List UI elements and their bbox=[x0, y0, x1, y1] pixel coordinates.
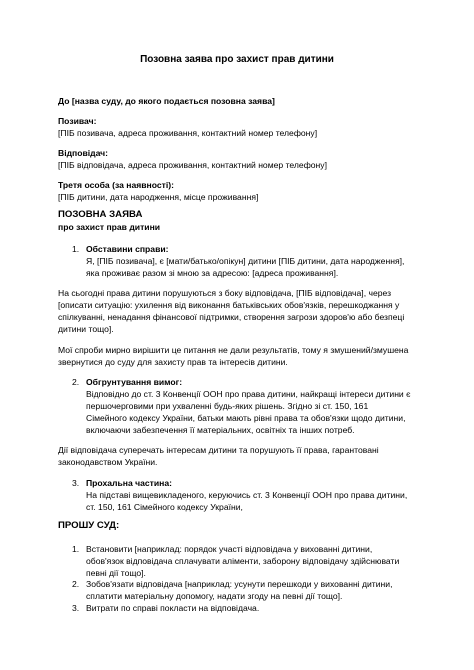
paragraph-line: звернутися до суду для захисту прав та інтересів дитини. bbox=[58, 357, 288, 367]
request-line: сплатити матеріальну допомогу, надати згоду на певні дії тощо]. bbox=[86, 591, 343, 601]
paragraph-violation bbox=[58, 287, 420, 335]
section-line: Сімейного кодексу України, батьки мають рівні права та обов'язки щодо дитини, bbox=[86, 413, 406, 423]
section-petition bbox=[72, 477, 417, 513]
paragraph-line: дитини тощо]. bbox=[58, 324, 114, 334]
third-party-label: Третя особа (за наявності): bbox=[58, 180, 174, 190]
section-number: 2. bbox=[72, 377, 80, 387]
section-number: 3. bbox=[72, 478, 80, 488]
defendant-block bbox=[58, 147, 408, 171]
paragraph-attempts bbox=[58, 344, 420, 368]
defendant-value: [ПІБ відповідача, адреса проживання, контактний номер телефону] bbox=[58, 160, 327, 170]
document-title: Позовна заява про захист прав дитини bbox=[140, 54, 334, 65]
request-item bbox=[72, 602, 417, 614]
paragraph-line: спілкуванні, ненадання фінансової підтримки, створення загрози здоров'ю або безпеці bbox=[58, 312, 405, 322]
request-line: Зобов'язати відповідача [наприклад: усунути перешкоди у вихованні дитини, bbox=[86, 579, 393, 589]
request-line: обов'язок відповідача сплачувати аліменти, заборону відповідачу здійснювати bbox=[86, 556, 400, 566]
paragraph-line: законодавством України. bbox=[58, 457, 158, 467]
section-line: яка проживає разом зі мною за адресою: [адреса проживання]. bbox=[86, 268, 339, 278]
claim-heading-block bbox=[58, 209, 408, 233]
request-number: 1. bbox=[72, 544, 80, 554]
plaintiff-label: Позивач: bbox=[58, 116, 97, 126]
section-line: Відповідно до ст. 3 Конвенції ООН про права дитини, найкращі інтереси дитини є bbox=[86, 389, 411, 399]
section-label: Прохальна частина: bbox=[86, 478, 172, 488]
section-line: На підставі вищевикладеного, керуючись ст. 3 Конвенції ООН про права дитини, bbox=[86, 490, 408, 500]
claim-subheading: про захист прав дитини bbox=[58, 222, 161, 232]
plaintiff-block bbox=[58, 115, 408, 139]
request-line: Встановити [наприклад: порядок участі відповідача у вихованні дитини, bbox=[86, 544, 373, 554]
plaintiff-value: [ПІБ позивача, адреса проживання, контактний номер телефону] bbox=[58, 128, 318, 138]
section-justification bbox=[72, 376, 417, 436]
paragraph-line: Дії відповідача суперечать інтересам дитини та порушують її права, гарантовані bbox=[58, 445, 379, 455]
request-number: 2. bbox=[72, 579, 80, 589]
section-number: 1. bbox=[72, 244, 80, 254]
court-addressee: До [назва суду, до якого подається позовна заява] bbox=[58, 96, 275, 106]
section-label: Обставини справи: bbox=[86, 244, 169, 254]
paragraph-line: На сьогодні права дитини порушуються з боку відповідача, [ПІБ відповідача], через bbox=[58, 288, 392, 298]
section-line: ст. 150, 161 Сімейного кодексу України, bbox=[86, 502, 243, 512]
paragraph-line: [описати ситуацію: ухилення від виконання батьківських обов'язків, перешкоджання у bbox=[58, 300, 400, 310]
request-line: Витрати по справі покласти на відповідача. bbox=[86, 603, 260, 613]
section-line: першочерговими при ухваленні будь-яких рішень. Згідно зі ст. 150, 161 bbox=[86, 401, 369, 411]
request-line: певні дії тощо]. bbox=[86, 568, 146, 578]
section-circumstances bbox=[72, 243, 417, 279]
defendant-label: Відповідач: bbox=[58, 148, 109, 158]
section-label: Обгрунтування вимог: bbox=[86, 377, 183, 387]
request-heading: ПРОШУ СУД: bbox=[58, 520, 120, 531]
third-party-value: [ПІБ дитини, дата народження, місце проживання] bbox=[58, 192, 259, 202]
request-item bbox=[72, 578, 417, 602]
third-party-block bbox=[58, 179, 408, 203]
request-item bbox=[72, 543, 417, 579]
paragraph-contradiction bbox=[58, 444, 420, 468]
request-number: 3. bbox=[72, 603, 80, 613]
claim-heading: ПОЗОВНА ЗАЯВА bbox=[58, 209, 143, 220]
section-line: включаючи забезпечення її матеріальних, освітніх та інших потреб. bbox=[86, 425, 355, 435]
section-line: Я, [ПІБ позивача], є [мати/батько/опікун] дитини [ПІБ дитини, дата народження], bbox=[86, 256, 405, 266]
paragraph-line: Мої спроби мирно вирішити це питання не дали результатів, тому я змушений/змушена bbox=[58, 345, 409, 355]
